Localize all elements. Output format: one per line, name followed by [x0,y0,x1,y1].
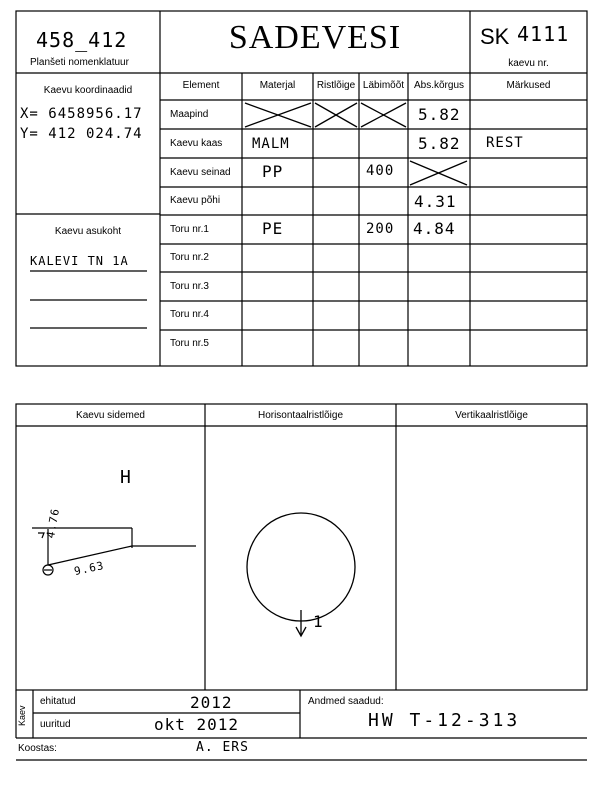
row-elevation: 4.31 [414,192,457,211]
row-element-label: Maapind [170,109,209,120]
surveyed-value: okt 2012 [154,715,240,734]
coordinate-y: Y= 412 024.74 [20,126,143,142]
col-header-cross-section: Ristlõige [316,80,356,91]
row-element-label: Kaevu põhi [170,195,221,206]
ties-panel-label: Kaevu sidemed [76,410,145,421]
col-header-elevation: Abs.kõrgus [413,80,465,91]
compiled-label: Koostas: [18,743,57,754]
col-header-diameter: Läbimõõt [362,80,405,91]
row-element-label: Toru nr.3 [170,281,209,292]
built-label: ehitatud [40,696,76,707]
built-value: 2012 [190,693,233,712]
horizontal-section-drawing [247,513,355,636]
coordinates-label: Kaevu koordinaadid [43,85,133,96]
row-material: PE [262,219,284,238]
flow-direction-label: 1 [313,612,324,631]
row-element-label: Toru nr.2 [170,252,209,263]
col-header-remarks: Märkused [506,80,551,91]
row-elevation: 4.84 [413,219,456,238]
location-value: KALEVI TN 1A [30,254,129,268]
well-number-label: kaevu nr. [508,58,549,69]
data-source-label: Andmed saadud: [308,696,384,707]
footer-side-label: Kaev [17,705,27,726]
location-label: Kaevu asukoht [54,226,122,237]
row-element-label: Toru nr.5 [170,338,209,349]
row-element-label: Toru nr.1 [170,224,209,235]
row-material: MALM [252,136,290,152]
row-diameter: 400 [366,163,395,179]
surveyed-label: uuritud [40,719,71,730]
well-prefix: SK [480,24,510,49]
ties-sketch-letter: H [120,467,132,488]
row-element-label: Toru nr.4 [170,309,209,320]
row-remarks: REST [486,135,524,151]
row-element-label: Kaevu seinad [170,167,231,178]
row-elevation: 5.82 [418,134,461,153]
row-elevation: 5.82 [418,105,461,124]
compiled-value: A. ERS [196,740,249,755]
tie-dimension-vertical: 4.76 [44,506,63,540]
coordinate-x: X= 6458956.17 [20,106,143,122]
page-title: SADEVESI [228,19,402,56]
row-material: PP [262,162,284,181]
data-source-value: HW T-12-313 [368,710,521,731]
tie-dimension-diagonal: 9.63 [72,558,106,579]
well-number: 4111 [517,22,570,46]
row-element-label: Kaevu kaas [170,138,223,149]
vertical-section-label: Vertikaalristlõige [455,410,528,421]
col-header-element: Element [182,80,220,91]
row-diameter: 200 [366,221,395,237]
nomenclature-value: 458_412 [36,28,128,52]
nomenclature-label: Planšeti nomenklatuur [30,57,129,68]
col-header-material: Materjal [259,80,296,91]
horizontal-section-label: Horisontaalristlõige [257,410,344,421]
